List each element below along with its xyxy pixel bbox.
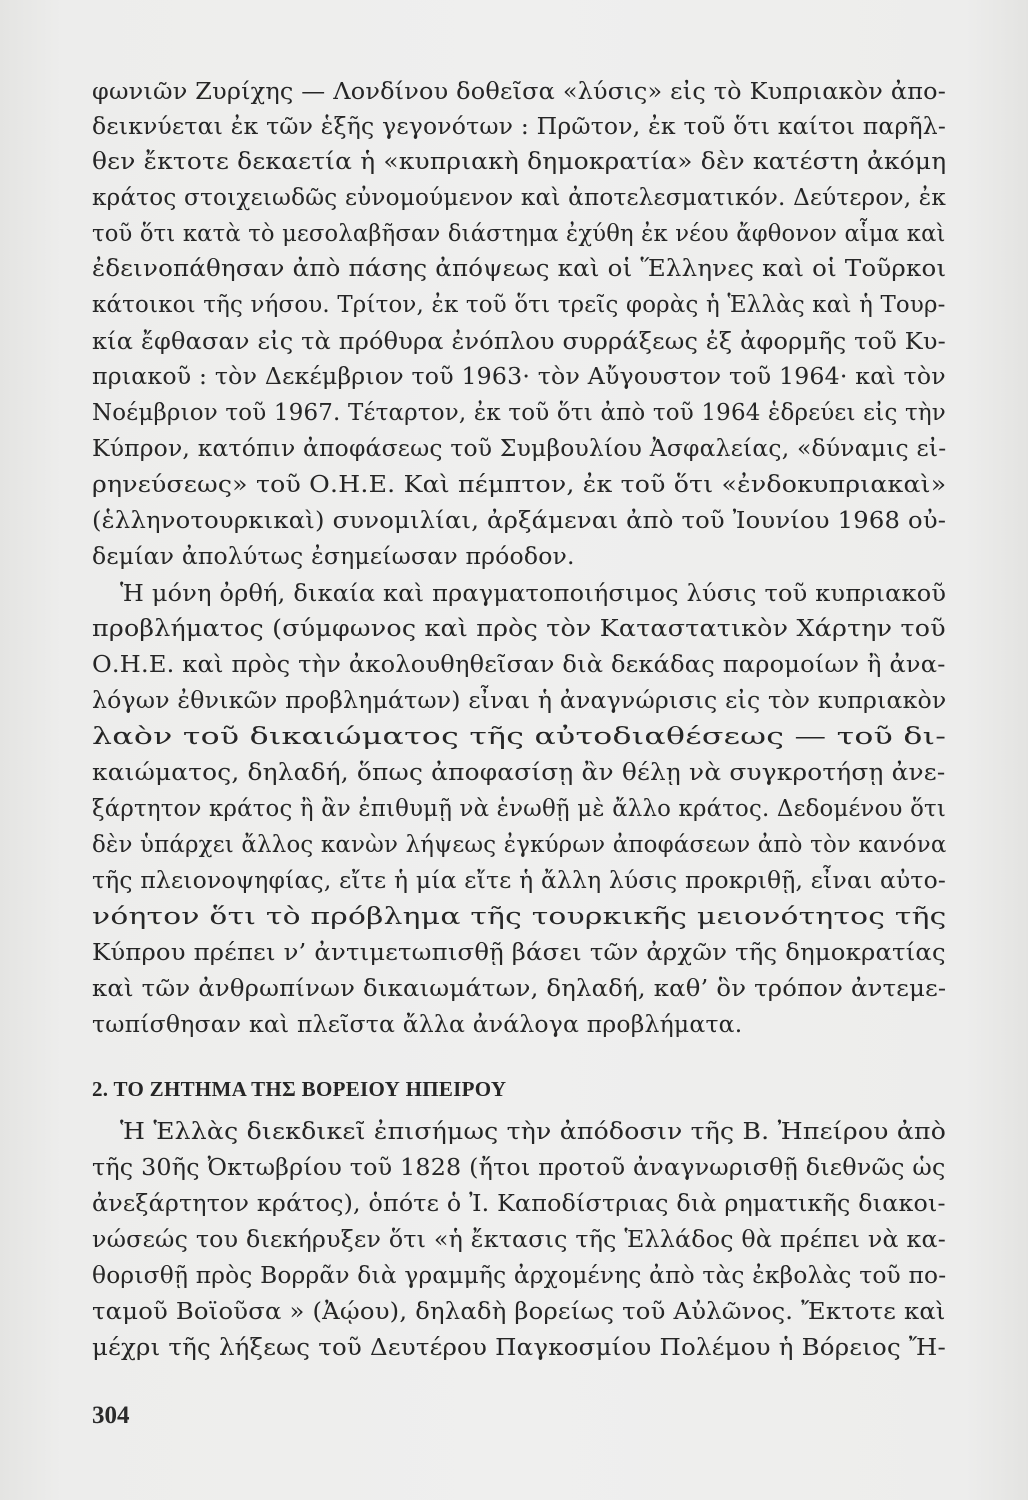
text-line: τωπίσθησαν καὶ πλεῖστα ἄλλα ἀνάλογα προβλήματα. — [92, 1010, 743, 1038]
paragraph-start-line: Ἡ Ἑλλὰς διεκδικεῖ ἐπισήμως τὴν ἀπόδοσιν τῆς Β. Ἠπείρου ἀπὸ — [120, 1117, 947, 1145]
text-line: Ο.Η.Ε. καὶ πρὸς τὴν ἀκολουθηθεῖσαν διὰ δεκάδας παρομοίων ἢ ἀνα- — [92, 650, 946, 678]
text-line: ἐδεινοπάθησαν ἀπὸ πάσης ἀπόψεως καὶ οἱ Ἕλληνες καὶ οἱ Τοῦρκοι — [92, 254, 947, 282]
text-line: ξάρτητον κράτος ἢ ἂν ἐπιθυμῇ νὰ ἑνωθῇ μὲ ἄλλο κράτος. Δεδομένου ὅτι — [92, 794, 946, 822]
text-line: λόγων ἐθνικῶν προβλημάτων) εἶναι ἡ ἀναγνώρισις εἰς τὸν κυπριακὸν — [92, 686, 947, 714]
text-line: λαὸν τοῦ δικαιώματος τῆς αὐτοδιαθέσεως — τοῦ δι- — [92, 722, 947, 750]
section-heading: 2. ΤΟ ΖΗΤΗΜΑ ΤΗΣ ΒΟΡΕΙΟΥ ΗΠΕΙΡΟΥ — [92, 1077, 507, 1101]
text-line: τῆς πλειονοψηφίας, εἴτε ἡ μία εἴτε ἡ ἄλλη λύσις προκριθῇ, εἶναι αὐτο- — [92, 866, 947, 894]
text-line: ταμοῦ Βοϊοῦσα » (Ἀῴου), δηλαδὴ βορείως τοῦ Αὐλῶνος. Ἔκτοτε καὶ — [92, 1297, 946, 1325]
text-line: Κύπρου πρέπει ν’ ἀντιμετωπισθῇ βάσει τῶν ἀρχῶν τῆς δημοκρατίας — [92, 938, 946, 966]
text-line: Κύπρον, κατόπιν ἀποφάσεως τοῦ Συμβουλίου Ἀσφαλείας, «δύναμις εἰ- — [92, 434, 947, 462]
text-line: κάτοικοι τῆς νήσου. Τρίτον, ἐκ τοῦ ὅτι τρεῖς φορὰς ἡ Ἑλλὰς καὶ ἡ Τουρ- — [92, 290, 946, 318]
text-line: τῆς 30ῆς Ὀκτωβρίου τοῦ 1828 (ἤτοι προτοῦ ἀναγνωρισθῇ διεθνῶς ὡς — [92, 1153, 946, 1181]
paragraph-start-line: Ἡ μόνη ὀρθή, δικαία καὶ πραγματοποιήσιμος λύσις τοῦ κυπριακοῦ — [120, 579, 947, 607]
text-line: καὶ τῶν ἀνθρωπίνων δικαιωμάτων, δηλαδή, καθ’ ὃν τρόπον ἀντεμε- — [92, 974, 947, 1002]
text-line: νώσεώς του διεκήρυξεν ὅτι «ἡ ἔκτασις τῆς Ἑλλάδος θὰ πρέπει νὰ κα- — [92, 1225, 946, 1253]
text-line: δὲν ὑπάρχει ἄλλος κανὼν λήψεως ἐγκύρων ἀποφάσεων ἀπὸ τὸν κανόνα — [92, 830, 947, 858]
text-line: δεμίαν ἀπολύτως ἐσημείωσαν πρόοδον. — [92, 542, 575, 570]
text-line: Νοέμβριον τοῦ 1967. Τέταρτον, ἐκ τοῦ ὅτι ἀπὸ τοῦ 1964 ἑδρεύει εἰς τὴν — [92, 398, 946, 426]
text-line: φωνιῶν Ζυρίχης — Λονδίνου δοθεῖσα «λύσις» εἰς τὸ Κυπριακὸν ἀπο- — [92, 77, 947, 105]
text-line: (ἑλληνοτουρκικαὶ) συνομιλίαι, ἀρξάμεναι ἀπὸ τοῦ Ἰουνίου 1968 οὐ- — [92, 506, 947, 534]
text-line: καιώματος, δηλαδή, ὅπως ἀποφασίσῃ ἂν θέλῃ νὰ συγκροτήσῃ ἀνε- — [92, 758, 946, 786]
text-line: θορισθῇ πρὸς Βορρᾶν διὰ γραμμῆς ἀρχομένης ἀπὸ τὰς ἐκβολὰς τοῦ πο- — [92, 1261, 947, 1289]
text-line: προβλήματος (σύμφωνος καὶ πρὸς τὸν Καταστατικὸν Χάρτην τοῦ — [92, 614, 946, 642]
text-line: κία ἔφθασαν εἰς τὰ πρόθυρα ἐνόπλου συρράξεως ἐξ ἀφορμῆς τοῦ Κυ- — [92, 327, 946, 355]
text-line: τοῦ ὅτι κατὰ τὸ μεσολαβῆσαν διάστημα ἐχύθη ἐκ νέου ἄφθονον αἷμα καὶ — [92, 219, 946, 247]
text-line: πριακοῦ : τὸν Δεκέμβριον τοῦ 1963· τὸν Αὔγουστον τοῦ 1964· καὶ τὸν — [92, 362, 946, 390]
text-line: ἀνεξάρτητον κράτος), ὁπότε ὁ Ἰ. Καποδίστριας διὰ ρηματικῆς διακοι- — [92, 1189, 946, 1217]
text-line: νόητον ὅτι τὸ πρόβλημα τῆς τουρκικῆς μειονότητος τῆς — [92, 902, 947, 930]
page-number: 304 — [92, 1402, 130, 1429]
text-line: θεν ἔκτοτε δεκαετία ἡ «κυπριακὴ δημοκρατία» δὲν κατέστη ἀκόμη — [92, 147, 947, 175]
text-line: δεικνύεται ἐκ τῶν ἑξῆς γεγονότων : Πρῶτον, ἐκ τοῦ ὅτι καίτοι παρῆλ- — [92, 112, 947, 140]
text-line: μέχρι τῆς λήξεως τοῦ Δευτέρου Παγκοσμίου Πολέμου ἡ Βόρειος Ἤ- — [92, 1333, 946, 1361]
text-line: ρηνεύσεως» τοῦ Ο.Η.Ε. Καὶ πέμπτον, ἐκ τοῦ ὅτι «ἐνδοκυπριακαὶ» — [92, 470, 947, 498]
text-line: κράτος στοιχειωδῶς εὐνομούμενον καὶ ἀποτελεσματικόν. Δεύτερον, ἐκ — [92, 183, 947, 211]
